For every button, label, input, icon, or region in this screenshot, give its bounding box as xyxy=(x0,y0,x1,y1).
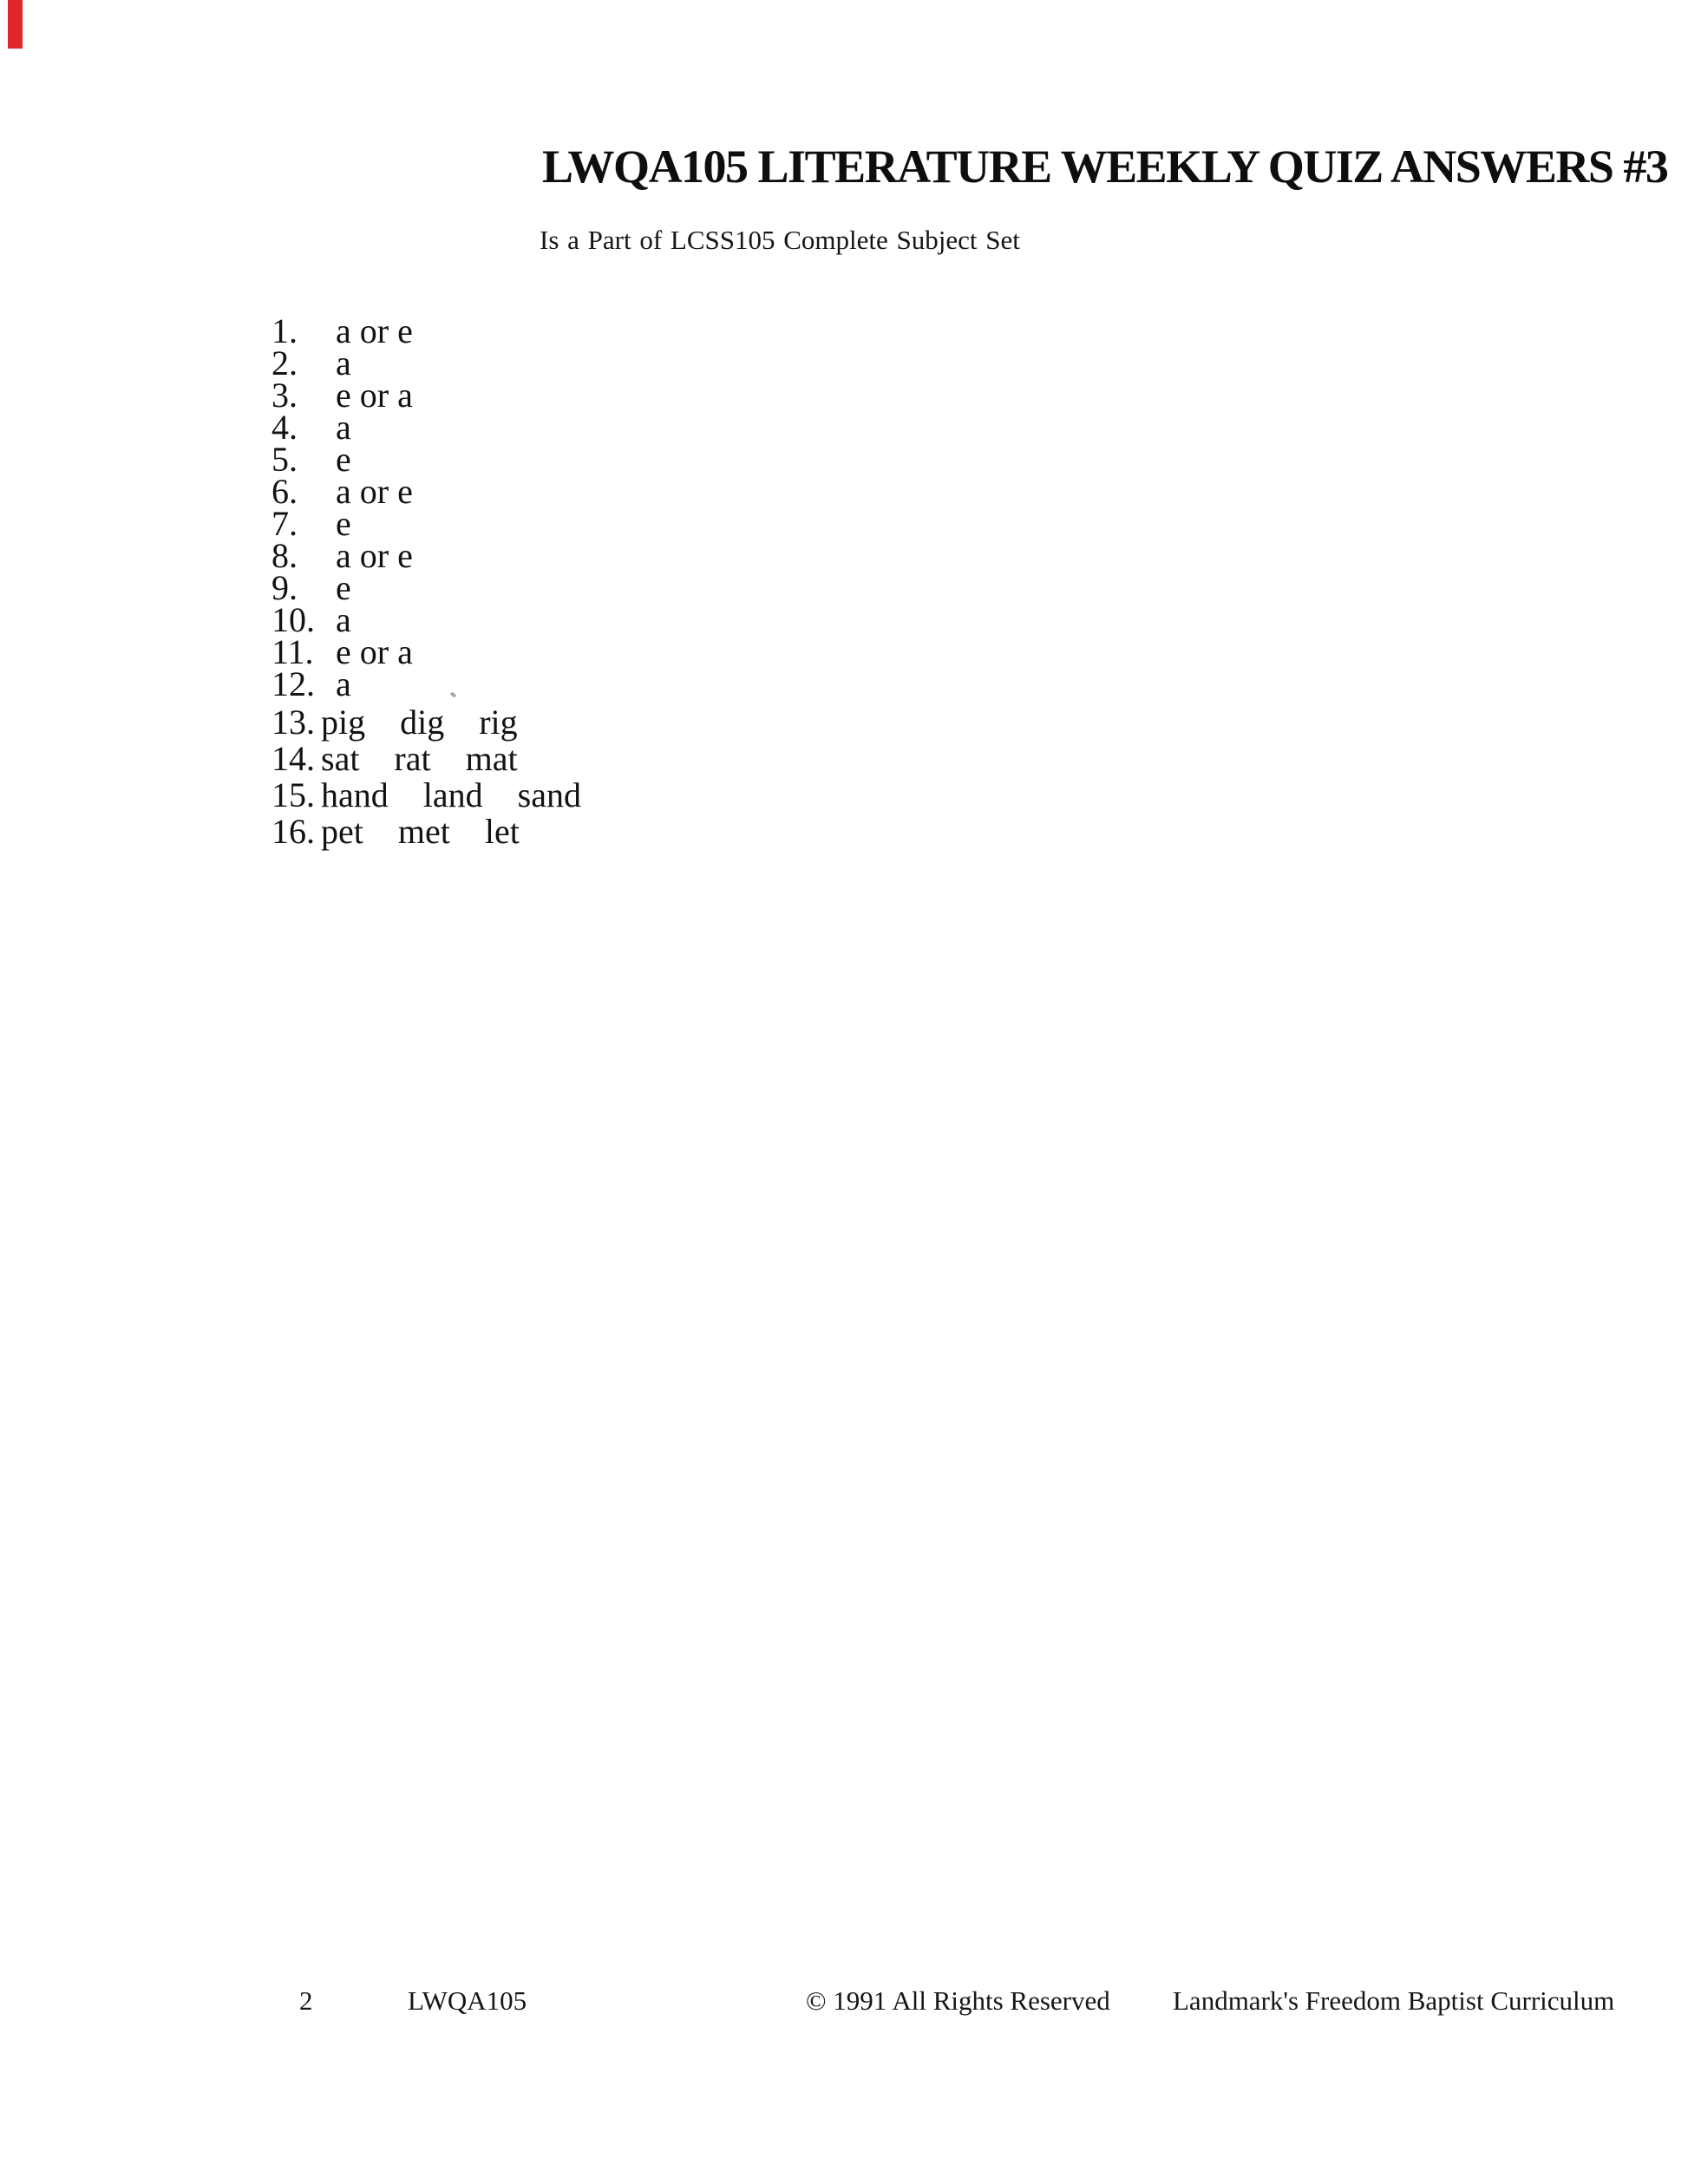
answer-item xyxy=(272,664,581,703)
answer-item xyxy=(272,408,581,447)
answer-number: 9. xyxy=(272,568,298,607)
answer-item xyxy=(272,504,581,543)
answer-item xyxy=(272,536,581,575)
answer-item xyxy=(272,440,581,479)
answer-text: e or a xyxy=(336,376,413,415)
page-subtitle: Is a Part of LCSS105 Complete Subject Set xyxy=(540,225,1020,255)
answer-item xyxy=(272,568,581,607)
answer-number: 1. xyxy=(272,311,298,350)
answer-number: 4. xyxy=(272,408,298,447)
answer-text: a xyxy=(336,408,351,447)
answer-number: 2. xyxy=(272,343,298,383)
answer-number: 16. xyxy=(272,812,315,851)
answer-item xyxy=(272,814,581,850)
footer-page-number: 2 xyxy=(299,1985,313,2016)
answer-item xyxy=(272,632,581,671)
answer-item xyxy=(272,704,581,741)
answer-item xyxy=(272,343,581,383)
page-title: LWQA105 LITERATURE WEEKLY QUIZ ANSWERS #3 xyxy=(542,141,1668,193)
answer-text: a xyxy=(336,600,351,639)
answer-text: hand land sand xyxy=(321,775,581,814)
answer-item xyxy=(272,600,581,639)
page-footer xyxy=(0,1985,1688,2020)
answer-list xyxy=(272,311,581,851)
answer-number: 8. xyxy=(272,536,298,575)
answer-number: 12. xyxy=(272,664,315,703)
answer-text: e or a xyxy=(336,632,413,671)
footer-copyright: © 1991 All Rights Reserved xyxy=(806,1985,1110,2016)
answer-text: pet met let xyxy=(321,812,520,851)
answer-text: a xyxy=(336,343,351,383)
answer-number: 15. xyxy=(272,775,315,814)
answer-number: 3. xyxy=(272,376,298,415)
answer-item xyxy=(272,741,581,777)
answer-text: a xyxy=(336,664,351,703)
footer-publisher: Landmark's Freedom Baptist Curriculum xyxy=(1173,1985,1615,2016)
footer-doc-code: LWQA105 xyxy=(408,1985,527,2016)
answer-item xyxy=(272,311,581,350)
answer-number: 13. xyxy=(272,703,315,742)
scan-artifact-red-stripe xyxy=(8,0,23,49)
answer-number: 5. xyxy=(272,440,298,479)
answer-text: sat rat mat xyxy=(321,739,518,778)
answer-text: a or e xyxy=(336,536,413,575)
answer-number: 7. xyxy=(272,504,298,543)
answer-text: pig dig rig xyxy=(321,703,518,742)
answer-number: 6. xyxy=(272,472,298,511)
answer-text: e xyxy=(336,504,351,543)
answer-item xyxy=(272,376,581,415)
answer-number: 14. xyxy=(272,739,315,778)
answer-item xyxy=(272,777,581,814)
answer-item xyxy=(272,472,581,511)
answer-text: e xyxy=(336,440,351,479)
answer-number: 10. xyxy=(272,600,315,639)
answer-text: a or e xyxy=(336,311,413,350)
answer-number: 11. xyxy=(272,632,314,671)
answer-text: a or e xyxy=(336,472,413,511)
answer-text: e xyxy=(336,568,351,607)
